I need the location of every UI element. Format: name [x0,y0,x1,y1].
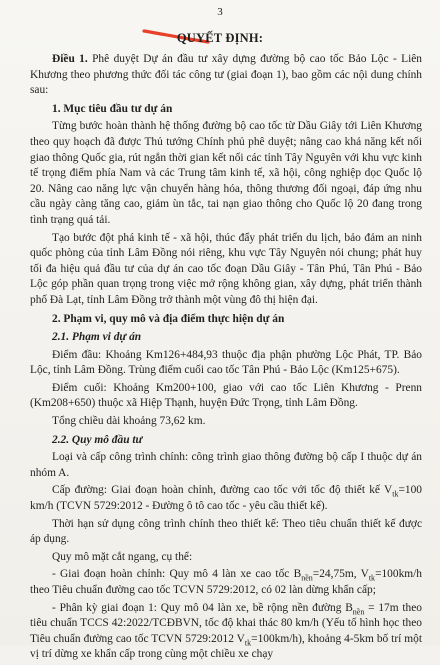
section-1-paragraph-2: Tạo bước đột phá kinh tế - xã hội, thúc đẩy phát triển du lịch, bảo đảm an ninh quốc phòng của tỉnh Lâm Đồng nói riêng, khu vực Tây Nguyên nói chung; phát huy tối đa hiệu quả đầu tư của dự án cao tốc đoạn Dầu Giây - Tân Phú, Tân Phú - Bảo Lộc góp phần quan trọng trong việc mở rộng không gian, xây dựng, phát triển thành phố Đà Lạt, tỉnh Lâm Đồng trở thành một vùng đô thị hiện đại. [30,231,422,306]
decision-title: QUYẾT ĐỊNH: [176,31,264,45]
total-length: Tổng chiều dài khoảng 73,62 km. [52,415,206,428]
section-2-1-heading: 2.1. Phạm vi dự án [52,331,142,344]
article-1 [30,52,422,99]
start-point: Điểm đầu: Khoảng Km126+484,93 thuộc địa phận phường Lộc Phát, TP. Bảo Lộc, tỉnh Lâm Đồng. Trùng điểm cuối cao tốc Tân Phú - Bảo Lộc (Km125+675). [30,348,422,377]
service-life: Thời hạn sử dụng công trình chính theo thiết kế: Theo tiêu chuẩn thiết kế được áp dụng. [30,517,422,546]
cross-section-intro: Quy mô mặt cắt ngang, cụ thể: [52,550,193,563]
article-1-label: Điều 1. [52,53,88,65]
road-grade: Cấp đường: Giai đoạn hoàn chỉnh, đường cao tốc với tốc độ thiết kế $V_{tk}=100$ km/h (TCVN 5729:2012 - Đường ô tô cao tốc - yêu cầu thiết kế). [30,484,422,513]
article-1-text: Phê duyệt Dự án đầu tư xây dựng đường bộ cao tốc Bảo Lộc - Liên Khương theo phương thức đối tác công tư (giai đoạn 1), bao gồm các nội dung chính sau: [30,53,422,97]
section-2-heading: 2. Phạm vi, quy mô và địa điểm thực hiện dự án [52,312,285,325]
end-point: Điểm cuối: Khoảng Km200+100, giao với cao tốc Liên Khương - Prenn (Km208+650) thuộc xã Hiệp Thạnh, huyện Đức Trọng, tỉnh Lâm Đồng. [30,381,422,410]
phase-1: - Phân kỳ giai đoạn 1: Quy mô 04 làn xe, bề rộng nền đường $B_{nền} = 17m$ theo tiêu chuẩn TCCS 42:2022/TCĐBVN, tốc độ khai thác 80 km/h (Yếu tố hình học theo Tiêu chuẩn đường cao tốc TCVN 5729:2012 $V_{tk}=100km/h$), khoảng 4-5km bố trí một vị trí dừng xe khẩn cấp trong cùng một chiều xe chạy [30,601,422,661]
document-body [30,52,422,665]
project-class: Loại và cấp công trình chính: công trình giao thông đường bộ cấp I thuộc dự án nhóm A. [30,451,422,479]
section-1-heading: 1. Mục tiêu đầu tư dự án [52,102,173,115]
complete-stage: - Giai đoạn hoàn chỉnh: Quy mô 4 làn xe cao tốc $B_{nền}=24,75m$, $V_{tk}=100km/h$ theo Tiêu chuẩn đường cao tốc TCVN 5729:2012, có 02 làn dừng khẩn cấp; [30,568,422,596]
page-number: 3 [217,6,223,18]
section-1-paragraph-1: Từng bước hoàn thành hệ thống đường bộ cao tốc từ Dầu Giây tới Liên Khương theo quy hoạch đã được Thủ tướng Chính phủ phê duyệt; nâng cao khả năng kết nối giao thông Quốc gia, rút ngắn thời gian kết nối các tỉnh Tây Nguyên với khu vực kinh tế trọng điểm phía Nam và các Trung tâm kinh tế, xã hội, công nghiệp dọc Quốc lộ 20. Nâng cao năng lực vận chuyển hàng hóa, thông thương đối ngoại, đáp ứng nhu cầu ngày càng tăng cao, giảm ùn tắc, tai nạn giao thông cho Quốc lộ 20 đang trong tình trạng quá tải. [30,120,422,226]
section-2-2-heading: 2.2. Quy mô đầu tư [52,433,143,446]
